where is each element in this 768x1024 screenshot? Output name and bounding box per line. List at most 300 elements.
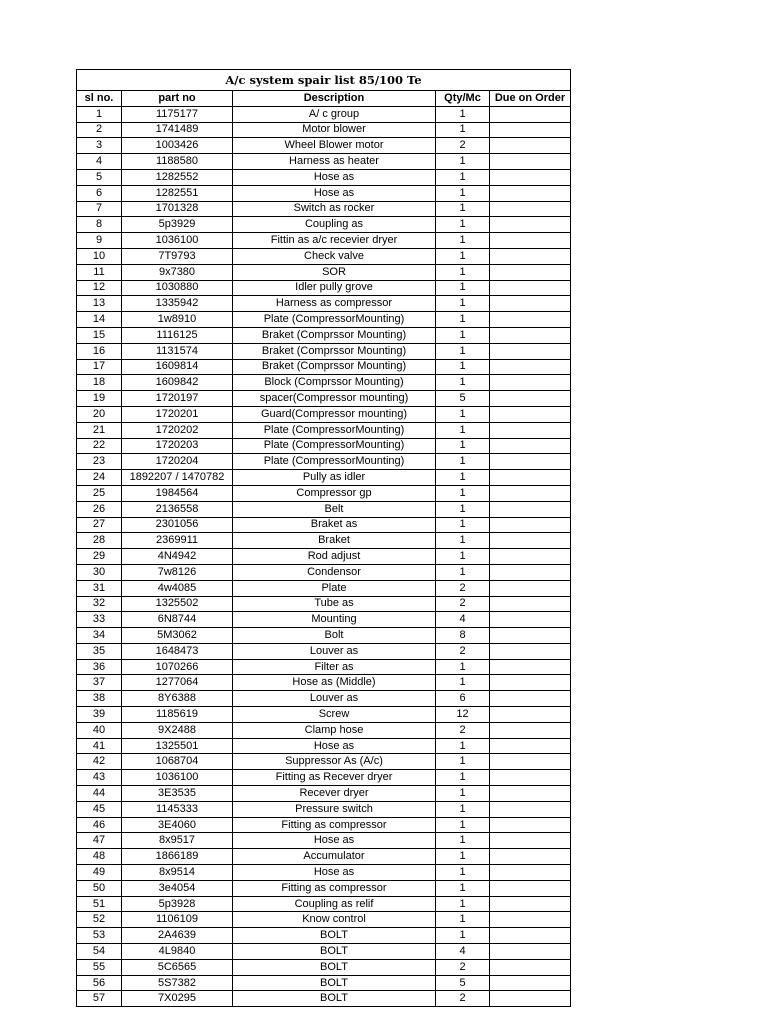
- qty-cell: 1: [436, 343, 490, 359]
- due-on-order-cell: [490, 422, 571, 438]
- description-cell: Fitting as compressor: [233, 880, 436, 896]
- description-cell: Fitting as compressor: [233, 817, 436, 833]
- part-no-cell: 1036100: [122, 770, 233, 786]
- sl-no-cell: 30: [77, 564, 122, 580]
- due-on-order-cell: [490, 233, 571, 249]
- description-cell: Guard(Compressor mounting): [233, 406, 436, 422]
- part-no-cell: 5M3062: [122, 628, 233, 644]
- qty-cell: 1: [436, 786, 490, 802]
- qty-cell: 1: [436, 517, 490, 533]
- table-row: [77, 643, 571, 659]
- qty-cell: 5: [436, 391, 490, 407]
- due-on-order-cell: [490, 896, 571, 912]
- sl-no-cell: 8: [77, 217, 122, 233]
- table-row: [77, 296, 571, 312]
- part-no-cell: 5p3929: [122, 217, 233, 233]
- part-no-cell: 4w4085: [122, 580, 233, 596]
- description-cell: Hose as: [233, 738, 436, 754]
- part-no-cell: 1720203: [122, 438, 233, 454]
- sl-no-cell: 22: [77, 438, 122, 454]
- sl-no-cell: 42: [77, 754, 122, 770]
- sl-no-cell: 34: [77, 628, 122, 644]
- description-cell: Braket: [233, 533, 436, 549]
- table-row: [77, 801, 571, 817]
- sl-no-cell: 57: [77, 991, 122, 1007]
- sl-no-cell: 20: [77, 406, 122, 422]
- qty-cell: 1: [436, 296, 490, 312]
- qty-cell: 2: [436, 138, 490, 154]
- due-on-order-cell: [490, 248, 571, 264]
- table-row: [77, 154, 571, 170]
- due-on-order-cell: [490, 817, 571, 833]
- part-no-cell: 1720197: [122, 391, 233, 407]
- description-cell: A/ c group: [233, 106, 436, 122]
- part-no-cell: 5S7382: [122, 975, 233, 991]
- due-on-order-cell: [490, 343, 571, 359]
- sl-no-cell: 40: [77, 722, 122, 738]
- due-on-order-cell: [490, 991, 571, 1007]
- sl-no-cell: 41: [77, 738, 122, 754]
- due-on-order-cell: [490, 612, 571, 628]
- description-cell: Bolt: [233, 628, 436, 644]
- description-cell: Braket (Comprssor Mounting): [233, 343, 436, 359]
- sl-no-cell: 12: [77, 280, 122, 296]
- sl-no-cell: 53: [77, 928, 122, 944]
- description-cell: Plate (CompressorMounting): [233, 422, 436, 438]
- description-cell: Accumulator: [233, 849, 436, 865]
- sl-no-cell: 36: [77, 659, 122, 675]
- qty-cell: 1: [436, 675, 490, 691]
- due-on-order-cell: [490, 217, 571, 233]
- description-cell: Hose as: [233, 833, 436, 849]
- qty-cell: 1: [436, 754, 490, 770]
- sl-no-cell: 27: [77, 517, 122, 533]
- sl-no-cell: 29: [77, 549, 122, 565]
- part-no-cell: 2A4639: [122, 928, 233, 944]
- part-no-cell: 1609814: [122, 359, 233, 375]
- description-cell: BOLT: [233, 975, 436, 991]
- table-row: [77, 422, 571, 438]
- sl-no-cell: 50: [77, 880, 122, 896]
- table-row: [77, 754, 571, 770]
- description-cell: Compressor gp: [233, 485, 436, 501]
- part-no-cell: 1282551: [122, 185, 233, 201]
- due-on-order-cell: [490, 312, 571, 328]
- description-cell: BOLT: [233, 928, 436, 944]
- qty-cell: 1: [436, 801, 490, 817]
- due-on-order-cell: [490, 786, 571, 802]
- description-cell: Suppressor As (A/c): [233, 754, 436, 770]
- sl-no-cell: 44: [77, 786, 122, 802]
- table-body: [77, 106, 571, 1006]
- table-row: [77, 722, 571, 738]
- part-no-cell: 1720202: [122, 422, 233, 438]
- part-no-cell: 1282552: [122, 169, 233, 185]
- due-on-order-cell: [490, 959, 571, 975]
- part-no-cell: 1701328: [122, 201, 233, 217]
- table-row: [77, 691, 571, 707]
- description-cell: Louver as: [233, 691, 436, 707]
- description-cell: Hose as: [233, 865, 436, 881]
- qty-cell: 1: [436, 485, 490, 501]
- sl-no-cell: 2: [77, 122, 122, 138]
- table-row: [77, 580, 571, 596]
- description-cell: Pully as idler: [233, 470, 436, 486]
- due-on-order-cell: [490, 580, 571, 596]
- description-cell: BOLT: [233, 991, 436, 1007]
- due-on-order-cell: [490, 691, 571, 707]
- description-cell: BOLT: [233, 959, 436, 975]
- table-row: [77, 707, 571, 723]
- sl-no-cell: 49: [77, 865, 122, 881]
- due-on-order-cell: [490, 533, 571, 549]
- table-row: [77, 786, 571, 802]
- table-row: [77, 959, 571, 975]
- table-row: [77, 564, 571, 580]
- qty-cell: 1: [436, 248, 490, 264]
- sl-no-cell: 9: [77, 233, 122, 249]
- due-on-order-cell: [490, 122, 571, 138]
- table-row: [77, 138, 571, 154]
- part-no-cell: 4L9840: [122, 944, 233, 960]
- sl-no-cell: 46: [77, 817, 122, 833]
- part-no-cell: 2301056: [122, 517, 233, 533]
- qty-cell: 1: [436, 406, 490, 422]
- table-row: [77, 612, 571, 628]
- table-row: [77, 659, 571, 675]
- qty-cell: 1: [436, 549, 490, 565]
- description-cell: BOLT: [233, 944, 436, 960]
- part-no-cell: 5p3928: [122, 896, 233, 912]
- due-on-order-cell: [490, 154, 571, 170]
- due-on-order-cell: [490, 327, 571, 343]
- part-no-cell: 1720204: [122, 454, 233, 470]
- sl-no-cell: 48: [77, 849, 122, 865]
- sl-no-cell: 21: [77, 422, 122, 438]
- qty-cell: 4: [436, 612, 490, 628]
- due-on-order-cell: [490, 185, 571, 201]
- qty-cell: 2: [436, 596, 490, 612]
- sl-no-cell: 7: [77, 201, 122, 217]
- due-on-order-cell: [490, 849, 571, 865]
- spreadsheet: [76, 69, 570, 1007]
- sl-no-cell: 4: [77, 154, 122, 170]
- sl-no-cell: 23: [77, 454, 122, 470]
- sl-no-cell: 3: [77, 138, 122, 154]
- qty-cell: 1: [436, 217, 490, 233]
- due-on-order-cell: [490, 880, 571, 896]
- qty-cell: 1: [436, 154, 490, 170]
- spare-list-table: [76, 69, 571, 1007]
- table-row: [77, 169, 571, 185]
- description-cell: Braket as: [233, 517, 436, 533]
- table-row: [77, 217, 571, 233]
- part-no-cell: 9x7380: [122, 264, 233, 280]
- table-row: [77, 675, 571, 691]
- part-no-cell: 2136558: [122, 501, 233, 517]
- part-no-cell: 1185619: [122, 707, 233, 723]
- qty-cell: 1: [436, 122, 490, 138]
- sl-no-cell: 17: [77, 359, 122, 375]
- qty-cell: 2: [436, 959, 490, 975]
- qty-cell: 2: [436, 991, 490, 1007]
- due-on-order-cell: [490, 280, 571, 296]
- sl-no-cell: 14: [77, 312, 122, 328]
- description-cell: spacer(Compressor mounting): [233, 391, 436, 407]
- part-no-cell: 1277064: [122, 675, 233, 691]
- table-row: [77, 517, 571, 533]
- part-no-cell: 1068704: [122, 754, 233, 770]
- description-cell: Plate (CompressorMounting): [233, 312, 436, 328]
- description-cell: Clamp hose: [233, 722, 436, 738]
- table-row: [77, 991, 571, 1007]
- description-cell: SOR: [233, 264, 436, 280]
- part-no-cell: 9X2488: [122, 722, 233, 738]
- due-on-order-cell: [490, 470, 571, 486]
- qty-cell: 2: [436, 580, 490, 596]
- sl-no-cell: 26: [77, 501, 122, 517]
- table-row: [77, 738, 571, 754]
- header-part-no: part no: [122, 91, 233, 107]
- description-cell: Tube as: [233, 596, 436, 612]
- sl-no-cell: 55: [77, 959, 122, 975]
- sl-no-cell: 18: [77, 375, 122, 391]
- part-no-cell: 1036100: [122, 233, 233, 249]
- due-on-order-cell: [490, 391, 571, 407]
- qty-cell: 12: [436, 707, 490, 723]
- due-on-order-cell: [490, 517, 571, 533]
- qty-cell: 1: [436, 438, 490, 454]
- part-no-cell: 2369911: [122, 533, 233, 549]
- table-row: [77, 359, 571, 375]
- part-no-cell: 1720201: [122, 406, 233, 422]
- qty-cell: 1: [436, 312, 490, 328]
- part-no-cell: 1325501: [122, 738, 233, 754]
- table-row: [77, 501, 571, 517]
- description-cell: Mounting: [233, 612, 436, 628]
- part-no-cell: 1030880: [122, 280, 233, 296]
- description-cell: Recever dryer: [233, 786, 436, 802]
- qty-cell: 1: [436, 280, 490, 296]
- sl-no-cell: 6: [77, 185, 122, 201]
- qty-cell: 1: [436, 533, 490, 549]
- part-no-cell: 4N4942: [122, 549, 233, 565]
- qty-cell: 8: [436, 628, 490, 644]
- due-on-order-cell: [490, 406, 571, 422]
- qty-cell: 1: [436, 327, 490, 343]
- due-on-order-cell: [490, 201, 571, 217]
- qty-cell: 1: [436, 865, 490, 881]
- sl-no-cell: 38: [77, 691, 122, 707]
- table-row: [77, 106, 571, 122]
- table-row: [77, 375, 571, 391]
- description-cell: Coupling as: [233, 217, 436, 233]
- part-no-cell: 8x9517: [122, 833, 233, 849]
- table-row: [77, 849, 571, 865]
- description-cell: Plate: [233, 580, 436, 596]
- description-cell: Louver as: [233, 643, 436, 659]
- header-description: Description: [233, 91, 436, 107]
- table-row: [77, 248, 571, 264]
- due-on-order-cell: [490, 375, 571, 391]
- sl-no-cell: 39: [77, 707, 122, 723]
- qty-cell: 1: [436, 422, 490, 438]
- qty-cell: 2: [436, 722, 490, 738]
- qty-cell: 1: [436, 564, 490, 580]
- part-no-cell: 1003426: [122, 138, 233, 154]
- sl-no-cell: 31: [77, 580, 122, 596]
- sl-no-cell: 15: [77, 327, 122, 343]
- qty-cell: 1: [436, 264, 490, 280]
- part-no-cell: 1741489: [122, 122, 233, 138]
- table-row: [77, 928, 571, 944]
- description-cell: Wheel Blower motor: [233, 138, 436, 154]
- qty-cell: 1: [436, 896, 490, 912]
- description-cell: Screw: [233, 707, 436, 723]
- sl-no-cell: 54: [77, 944, 122, 960]
- table-row: [77, 817, 571, 833]
- part-no-cell: 1070266: [122, 659, 233, 675]
- part-no-cell: 8Y6388: [122, 691, 233, 707]
- table-row: [77, 865, 571, 881]
- sl-no-cell: 10: [77, 248, 122, 264]
- qty-cell: 1: [436, 912, 490, 928]
- header-row: [77, 91, 571, 107]
- part-no-cell: 1866189: [122, 849, 233, 865]
- description-cell: Hose as: [233, 185, 436, 201]
- table-row: [77, 343, 571, 359]
- sl-no-cell: 16: [77, 343, 122, 359]
- part-no-cell: 5C6565: [122, 959, 233, 975]
- sl-no-cell: 52: [77, 912, 122, 928]
- part-no-cell: 1609842: [122, 375, 233, 391]
- description-cell: Condensor: [233, 564, 436, 580]
- description-cell: Motor blower: [233, 122, 436, 138]
- header-qty: Qty/Mc: [436, 91, 490, 107]
- qty-cell: 1: [436, 454, 490, 470]
- table-row: [77, 833, 571, 849]
- qty-cell: 1: [436, 770, 490, 786]
- part-no-cell: 7X0295: [122, 991, 233, 1007]
- due-on-order-cell: [490, 975, 571, 991]
- due-on-order-cell: [490, 928, 571, 944]
- sl-no-cell: 25: [77, 485, 122, 501]
- due-on-order-cell: [490, 643, 571, 659]
- part-no-cell: 7w8126: [122, 564, 233, 580]
- sl-no-cell: 28: [77, 533, 122, 549]
- due-on-order-cell: [490, 564, 571, 580]
- part-no-cell: 1984564: [122, 485, 233, 501]
- due-on-order-cell: [490, 754, 571, 770]
- table-row: [77, 896, 571, 912]
- table-row: [77, 549, 571, 565]
- qty-cell: 1: [436, 359, 490, 375]
- qty-cell: 1: [436, 928, 490, 944]
- header-sl-no: sl no.: [77, 91, 122, 107]
- table-row: [77, 438, 571, 454]
- sl-no-cell: 45: [77, 801, 122, 817]
- qty-cell: 6: [436, 691, 490, 707]
- table-row: [77, 391, 571, 407]
- due-on-order-cell: [490, 833, 571, 849]
- table-row: [77, 485, 571, 501]
- description-cell: Block (Comprssor Mounting): [233, 375, 436, 391]
- qty-cell: 4: [436, 944, 490, 960]
- sl-no-cell: 13: [77, 296, 122, 312]
- description-cell: Hose as: [233, 169, 436, 185]
- header-due-on-order: Due on Order: [490, 91, 571, 107]
- qty-cell: 1: [436, 738, 490, 754]
- sl-no-cell: 11: [77, 264, 122, 280]
- due-on-order-cell: [490, 722, 571, 738]
- table-row: [77, 406, 571, 422]
- due-on-order-cell: [490, 454, 571, 470]
- description-cell: Braket (Comprssor Mounting): [233, 327, 436, 343]
- due-on-order-cell: [490, 138, 571, 154]
- due-on-order-cell: [490, 675, 571, 691]
- qty-cell: 2: [436, 643, 490, 659]
- sl-no-cell: 5: [77, 169, 122, 185]
- table-row: [77, 312, 571, 328]
- sl-no-cell: 24: [77, 470, 122, 486]
- due-on-order-cell: [490, 738, 571, 754]
- description-cell: Pressure switch: [233, 801, 436, 817]
- part-no-cell: 7T9793: [122, 248, 233, 264]
- qty-cell: 1: [436, 375, 490, 391]
- description-cell: Harness as heater: [233, 154, 436, 170]
- due-on-order-cell: [490, 770, 571, 786]
- due-on-order-cell: [490, 169, 571, 185]
- part-no-cell: 8x9514: [122, 865, 233, 881]
- due-on-order-cell: [490, 865, 571, 881]
- due-on-order-cell: [490, 707, 571, 723]
- table-row: [77, 880, 571, 896]
- description-cell: Know control: [233, 912, 436, 928]
- part-no-cell: 1648473: [122, 643, 233, 659]
- qty-cell: 1: [436, 185, 490, 201]
- qty-cell: 1: [436, 233, 490, 249]
- part-no-cell: 1116125: [122, 327, 233, 343]
- part-no-cell: 1325502: [122, 596, 233, 612]
- description-cell: Coupling as relif: [233, 896, 436, 912]
- part-no-cell: 3E3535: [122, 786, 233, 802]
- part-no-cell: 1131574: [122, 343, 233, 359]
- description-cell: Braket (Comprssor Mounting): [233, 359, 436, 375]
- description-cell: Idler pully grove: [233, 280, 436, 296]
- sl-no-cell: 35: [77, 643, 122, 659]
- table-row: [77, 944, 571, 960]
- due-on-order-cell: [490, 359, 571, 375]
- part-no-cell: 3e4054: [122, 880, 233, 896]
- qty-cell: 1: [436, 501, 490, 517]
- table-row: [77, 533, 571, 549]
- table-row: [77, 454, 571, 470]
- part-no-cell: 1w8910: [122, 312, 233, 328]
- part-no-cell: 1335942: [122, 296, 233, 312]
- part-no-cell: 3E4060: [122, 817, 233, 833]
- part-no-cell: 1106109: [122, 912, 233, 928]
- qty-cell: 1: [436, 659, 490, 675]
- part-no-cell: 1188580: [122, 154, 233, 170]
- due-on-order-cell: [490, 501, 571, 517]
- table-row: [77, 912, 571, 928]
- table-row: [77, 264, 571, 280]
- part-no-cell: 1892207 / 1470782: [122, 470, 233, 486]
- sl-no-cell: 51: [77, 896, 122, 912]
- sl-no-cell: 19: [77, 391, 122, 407]
- qty-cell: 1: [436, 106, 490, 122]
- description-cell: Fitting as Recever dryer: [233, 770, 436, 786]
